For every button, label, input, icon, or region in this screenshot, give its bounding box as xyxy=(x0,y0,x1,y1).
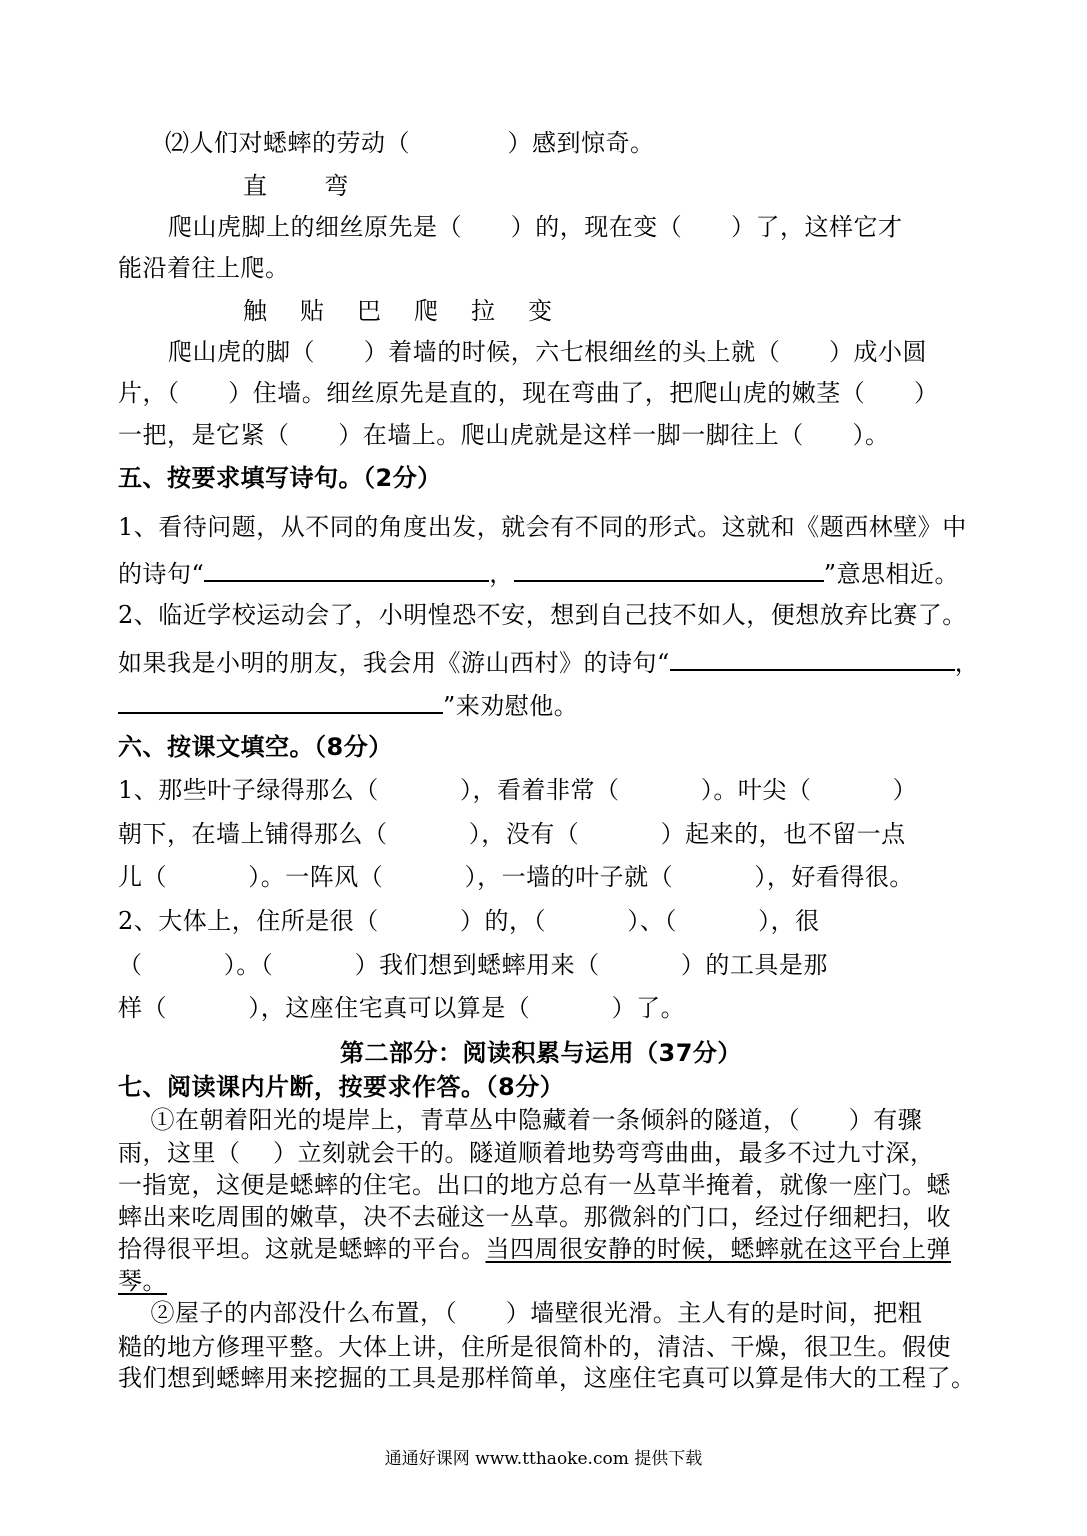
q4-line2: 爬山虎脚上的细丝原先是（ ）的，现在变（ ）了，这样它才 xyxy=(168,213,903,241)
q4-choices2: 触 贴 巴 爬 拉 变 xyxy=(243,297,553,325)
s7-p1-line5: 拾得很平坦。这就是蟋蟀的平台。当四周很安静的时候，蟋蟀就在这平台上弹 xyxy=(118,1235,951,1263)
poem-blank-4[interactable] xyxy=(118,688,443,714)
section7-heading: 七、阅读课内片断，按要求作答。（8分） xyxy=(118,1073,565,1101)
q4-line4: 爬山虎的脚（ ）着墙的时候，六七根细丝的头上就（ ）成小圆 xyxy=(168,338,928,366)
part2-title: 第二部分：阅读积累与运用（37分） xyxy=(340,1039,742,1067)
s6-line: （ ）。（ ）我们想到蟋蟀用来（ ）的工具是那 xyxy=(118,951,828,979)
s7-p2-line: ②屋子的内部没什么布置，（ ）墙壁很光滑。主人有的是时间，把粗 xyxy=(118,1299,923,1327)
poem-blank-3[interactable] xyxy=(670,645,955,671)
s7-p1-line: 雨，这里（ ）立刻就会干的。隧道顺着地势弯弯曲曲，最多不过九寸深， xyxy=(118,1139,935,1167)
q4-line1: ⑵人们对蟋蟀的劳动（ ）感到惊奇。 xyxy=(165,129,655,157)
poem-blank-2[interactable] xyxy=(514,556,824,582)
s7-p1-line6: 琴。 xyxy=(118,1267,167,1295)
s5-q2-line1: 2、临近学校运动会了，小明惶恐不安，想到自己技不如人，便想放弃比赛了。 xyxy=(118,601,967,629)
s5-q2-line2: 如果我是小明的朋友，我会用《游山西村》的诗句“ ， xyxy=(118,645,979,678)
page-footer: 通通好课网 www.tthaoke.com 提供下载 xyxy=(384,1449,703,1469)
s5-q1-line1: 1、看待问题，从不同的角度出发，就会有不同的形式。这就和《题西林壁》中 xyxy=(118,513,967,541)
s6-line: 朝下，在墙上铺得那么（ ），没有（ ）起来的，也不留一点 xyxy=(118,820,906,848)
section6-heading: 六、按课文填空。（8分） xyxy=(118,733,393,761)
s5-q2-line3: ”来劝慰他。 xyxy=(118,688,578,721)
s7-p1-line: ①在朝着阳光的堤岸上，青草丛中隐藏着一条倾斜的隧道，（ ）有骤 xyxy=(118,1106,923,1134)
q4-choices1: 直 弯 xyxy=(243,172,349,200)
s7-p1-line: 蟀出来吃周围的嫩草，决不去碰这一丛草。那微斜的门口，经过仔细耙扫，收 xyxy=(118,1203,951,1231)
underlined-sentence: 当四周很安静的时候，蟋蟀就在这平台上弹 xyxy=(485,1235,951,1263)
poem-blank-1[interactable] xyxy=(204,556,489,582)
s7-p2-line: 糙的地方修理平整。大体上讲，住所是很简朴的，清洁、干燥，很卫生。假使 xyxy=(118,1333,951,1361)
s6-line: 2、大体上，住所是很（ ）的，（ ）、（ ），很 xyxy=(118,907,820,935)
s6-line: 1、那些叶子绿得那么（ ），看着非常（ ）。叶尖（ ） xyxy=(118,776,918,804)
section5-heading: 五、按要求填写诗句。（2分） xyxy=(118,464,442,492)
q4-line6: 一把，是它紧（ ）在墙上。爬山虎就是这样一脚一脚往上（ ）。 xyxy=(118,421,890,449)
s6-line: 儿（ ）。一阵风（ ），一墙的叶子就（ ），好看得很。 xyxy=(118,863,914,891)
s5-q1-line2: 的诗句“ ， ”意思相近。 xyxy=(118,556,959,589)
q4-line5: 片，（ ）住墙。细丝原先是直的，现在弯曲了，把爬山虎的嫩茎（ ） xyxy=(118,379,939,407)
q4-line3: 能沿着往上爬。 xyxy=(118,254,290,282)
s7-p1-line: 一指宽，这便是蟋蟀的住宅。出口的地方总有一丛草半掩着，就像一座门。蟋 xyxy=(118,1171,951,1199)
s7-p2-line: 我们想到蟋蟀用来挖掘的工具是那样简单，这座住宅真可以算是伟大的工程了。 xyxy=(118,1364,976,1392)
s6-line: 样（ ），这座住宅真可以算是（ ）了。 xyxy=(118,994,686,1022)
